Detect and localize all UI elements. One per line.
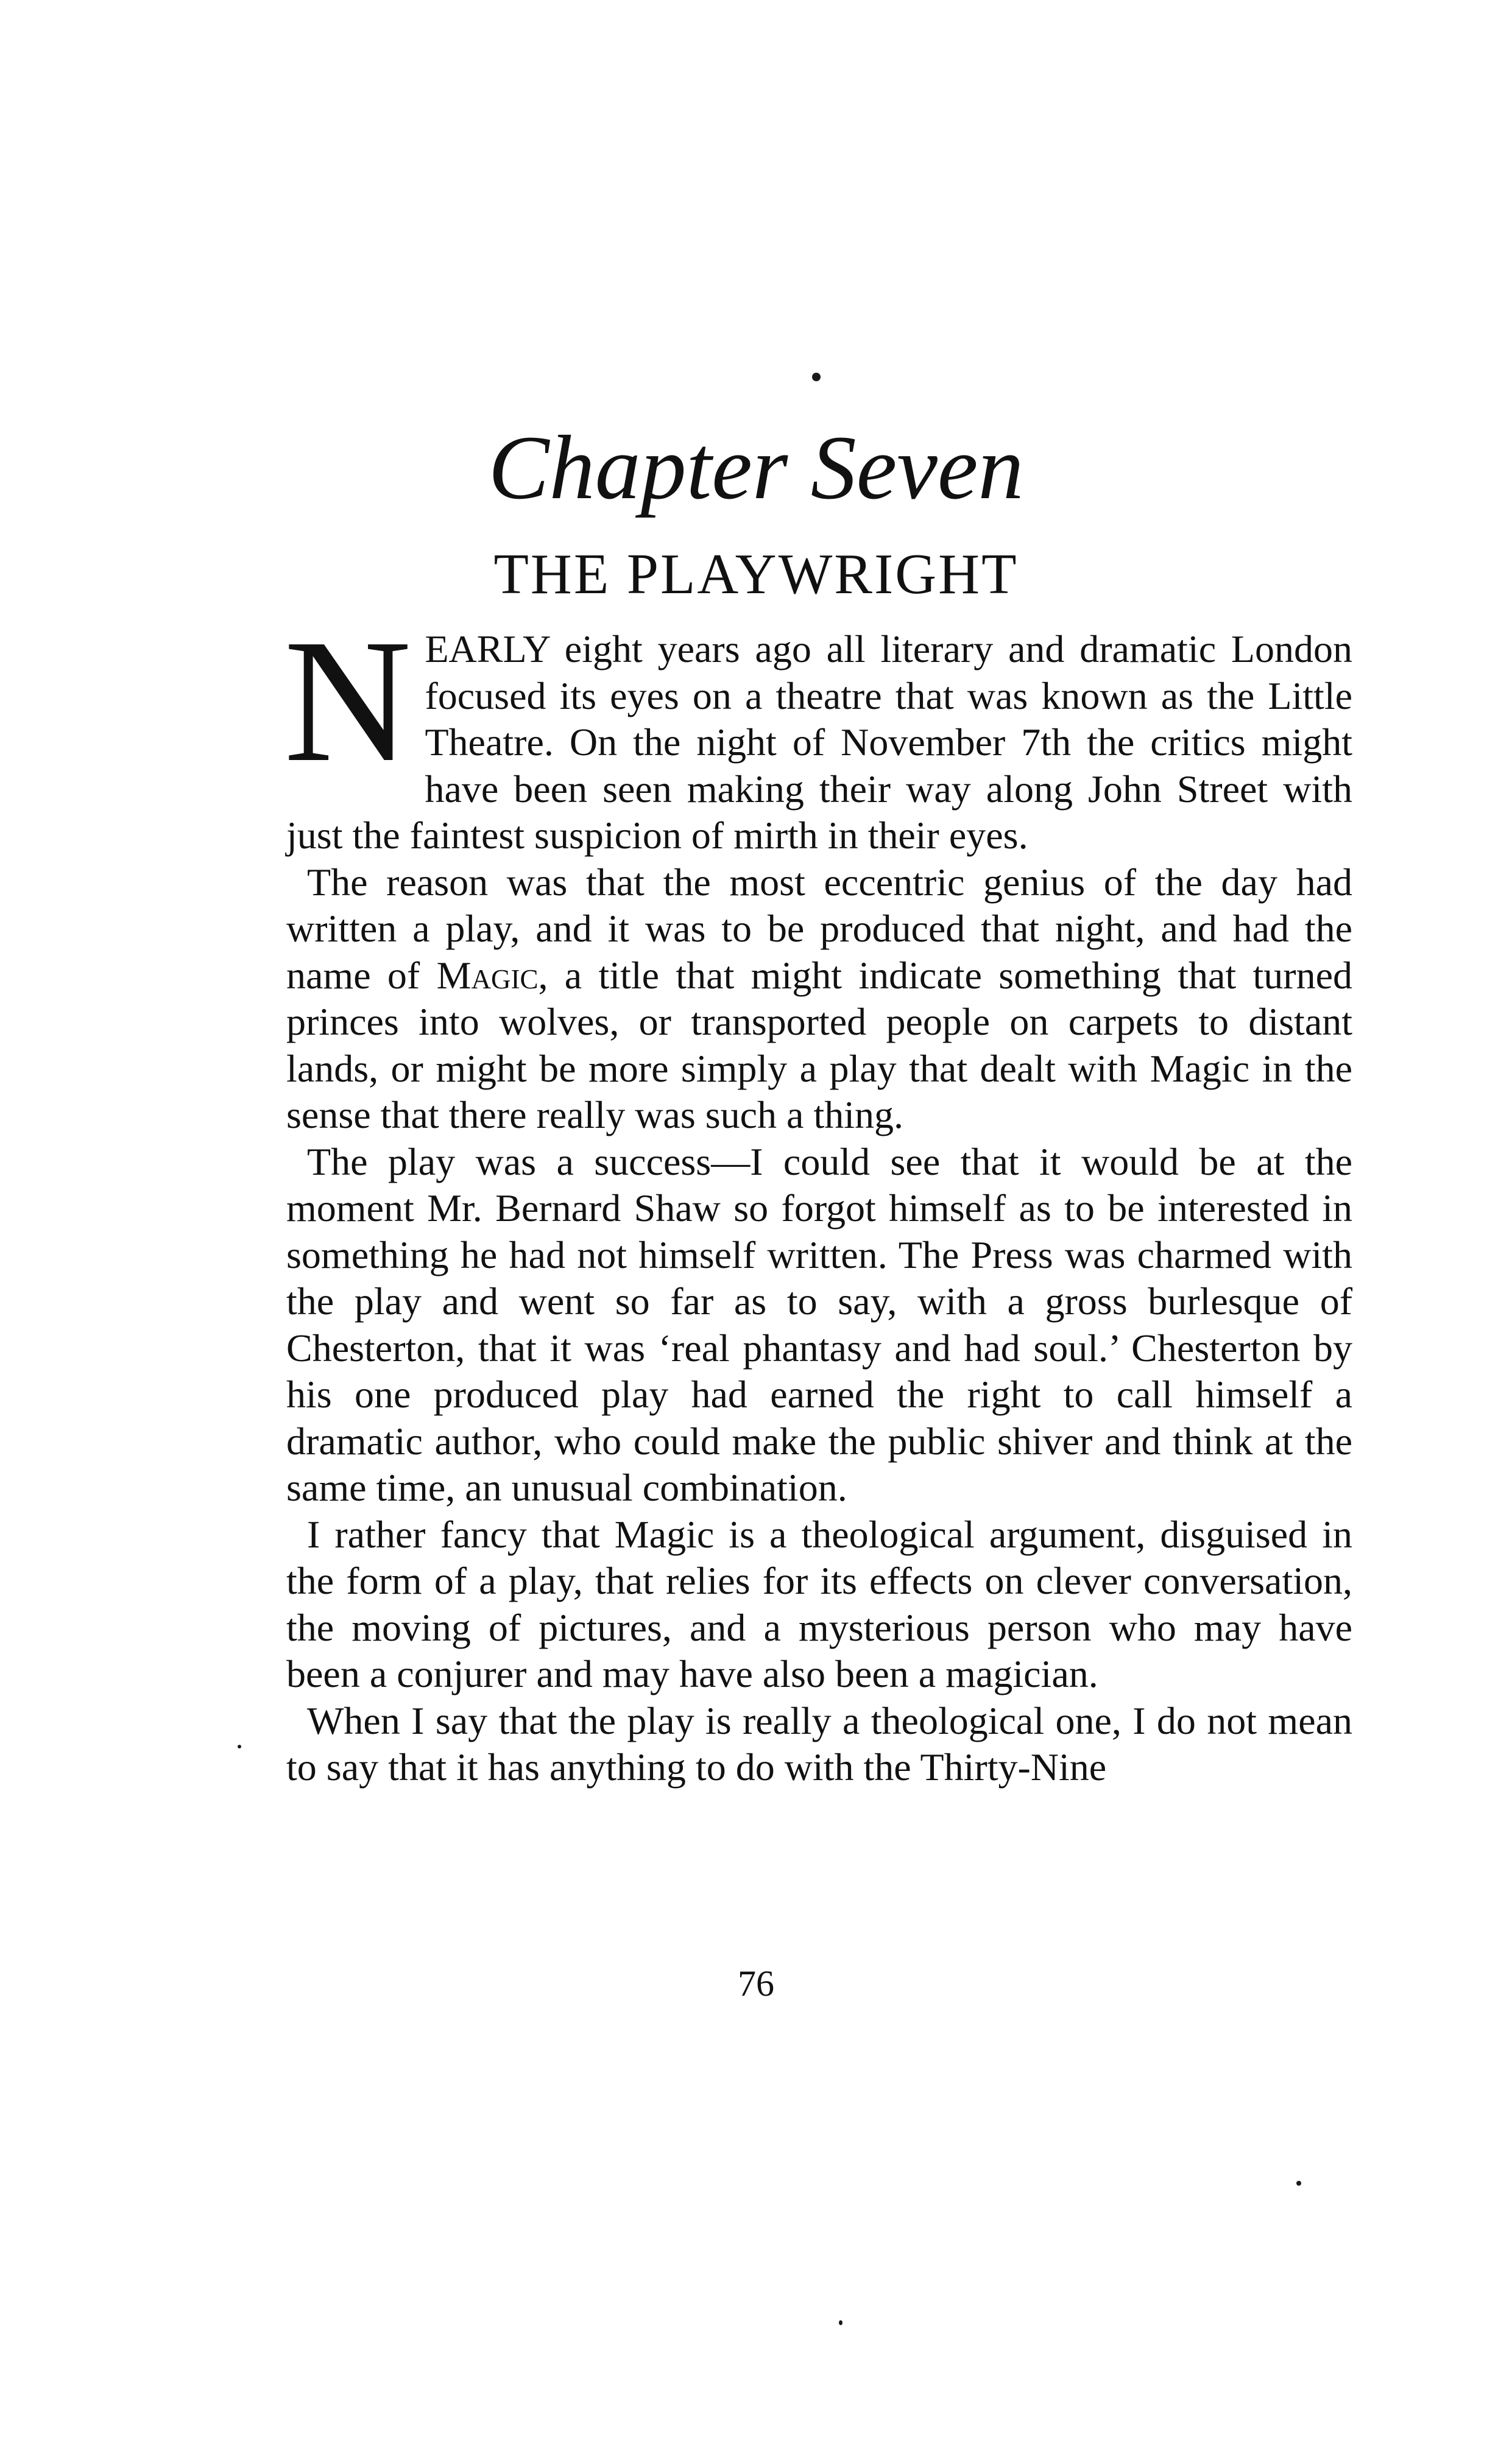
page-number: 76	[738, 1963, 774, 2004]
chapter-label: Chapter Seven	[488, 417, 1024, 518]
lead-word: EARLY	[425, 627, 549, 671]
paragraph: I rather fancy that Magic is a theological argument, disguised in the form of a play, that relies for its effects on clever conversation, the moving of pictures, and a mysterious person who may have been a conjurer and may have also been a magician.	[286, 1512, 1352, 1695]
body-text	[284, 603, 1353, 1791]
paragraph: The play was a success—I could see that it would be at the moment Mr. Bernard Shaw so forgot himself as to be interested in something he had not himself written. The Press was charmed with the play and went so far as to say, with a gross burlesque of Chesterton, that it was ‘real phantasy and had soul.’ Chesterton by his one produced play had earned the right to call himself a dramatic author, who could make the public shiver and think at the same time, an unusual combination.	[286, 1139, 1352, 1509]
chapter-title: THE PLAYWRIGHT	[493, 543, 1019, 606]
paragraph-text: The reason was that the most eccentric genius of the day had written a play, and it was to be produced that night, and had the name of	[286, 860, 1352, 997]
paragraph-text: eight years ago all literary and dramatic London focused its eyes on a theatre that was known as the Little Theatre. On the night of November 7th the critics might have been seen making their way along John Street with just the faintest suspicion of mirth in their eyes.	[286, 627, 1352, 857]
paragraph-text: , a title that might indicate something that turned princes into wolves, or transported people on carpets to distant lands, or might be more simply a play that dealt with Magic in the sense that there really was such a thing.	[286, 953, 1353, 1136]
ink-speck	[839, 2320, 843, 2325]
play-name: Magic	[436, 953, 539, 997]
drop-cap: N	[284, 603, 412, 798]
paragraph	[286, 859, 1352, 1139]
ink-speck	[1296, 2181, 1301, 2186]
paragraph: When I say that the play is really a theological one, I do not mean to say that it has anything to do with the Thirty-Nine	[286, 1698, 1352, 1789]
ink-speck	[812, 373, 821, 381]
paragraph	[284, 603, 1352, 859]
ink-speck	[238, 1745, 241, 1748]
